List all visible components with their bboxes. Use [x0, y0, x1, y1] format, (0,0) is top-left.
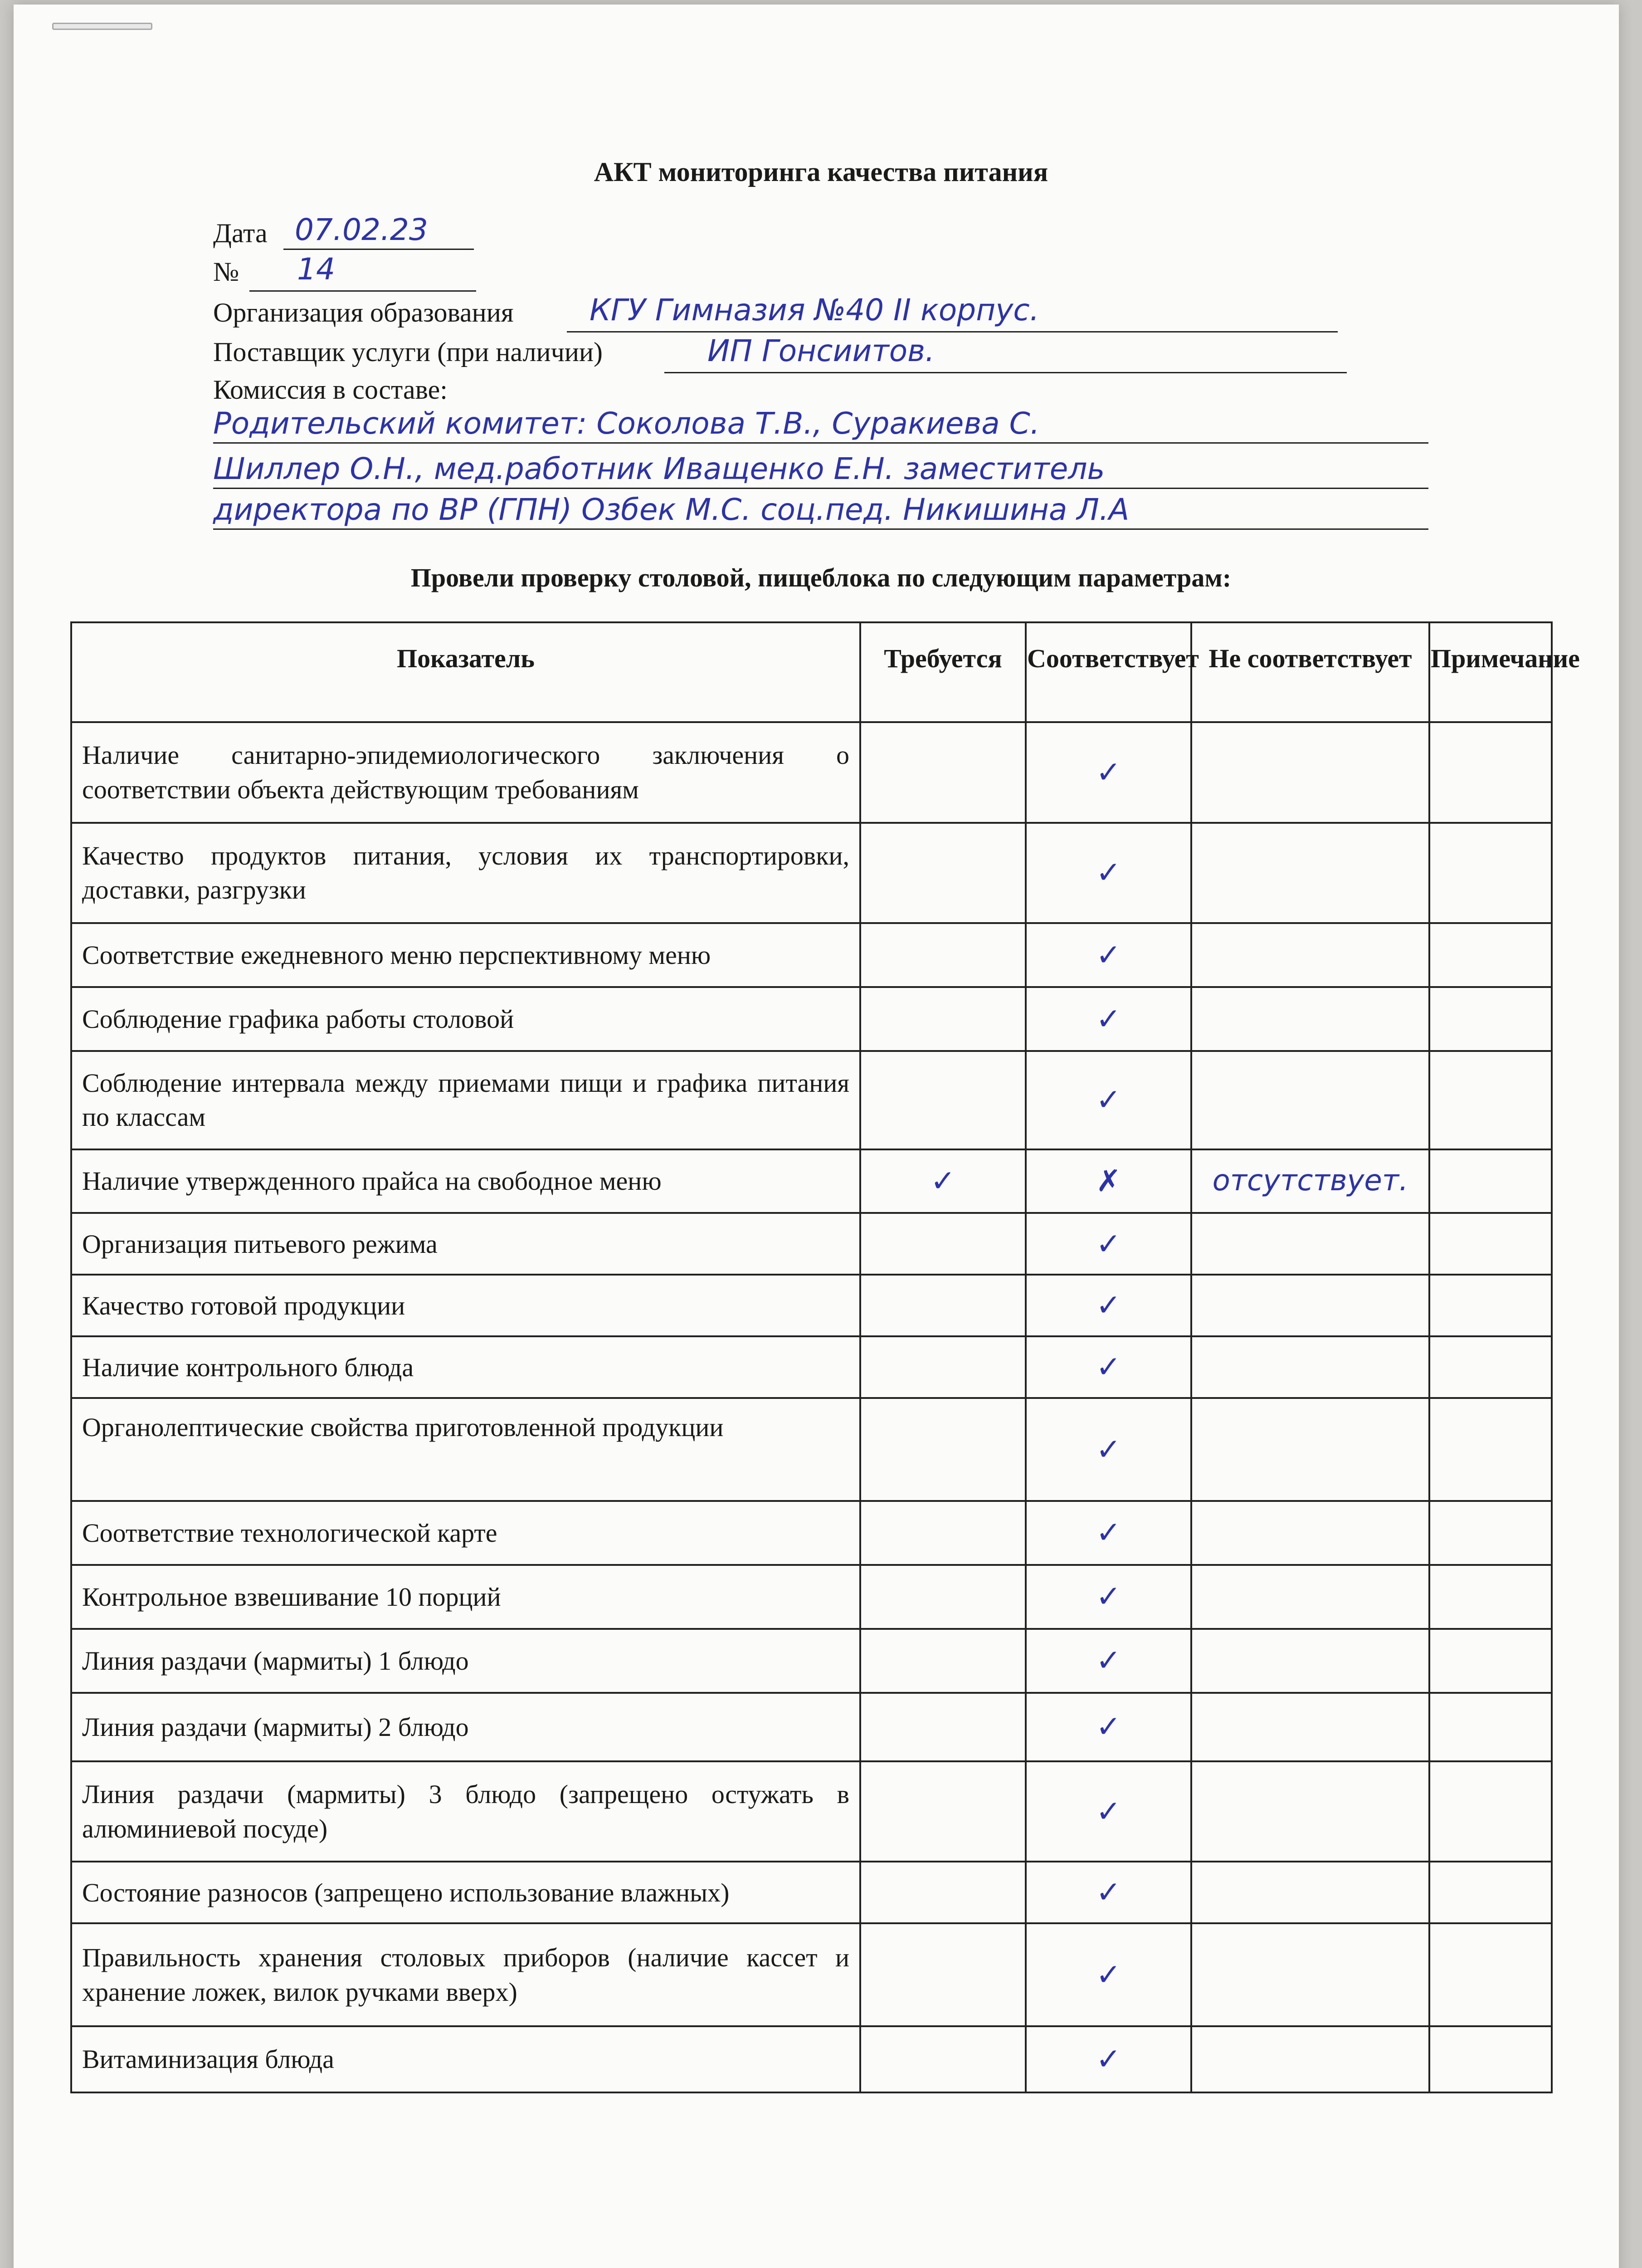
matches-cell: ✓ — [1026, 823, 1191, 924]
commission-line-2: Шиллер О.Н., мед.работник Иващенко Е.Н. заместитель — [213, 451, 1105, 486]
not-matches-cell — [1191, 1693, 1429, 1761]
required-cell — [860, 1501, 1026, 1565]
indicator-cell: Качество готовой продукции — [71, 1275, 860, 1336]
not-matches-cell — [1191, 1501, 1429, 1565]
header-indicator: Показатель — [71, 622, 860, 722]
inspection-table — [70, 621, 1580, 2093]
note-cell — [1429, 1761, 1552, 1862]
header-matches: Соответствует — [1026, 622, 1191, 722]
required-cell — [860, 2026, 1026, 2092]
indicator-cell: Наличие контрольного блюда — [71, 1336, 860, 1398]
table-row — [71, 1693, 1552, 1761]
org-value: КГУ Гимназия №40 II корпус. — [590, 293, 1039, 327]
not-matches-cell — [1191, 1398, 1429, 1501]
note-cell — [1429, 1565, 1552, 1629]
commission-line-1: Родительский комитет: Соколова Т.В., Суракиева С. — [213, 406, 1040, 441]
matches-cell: ✓ — [1026, 722, 1191, 823]
note-cell — [1429, 1629, 1552, 1693]
indicator-cell: Наличие санитарно-эпидемиологического заключения о соответствии объекта действующим требованиям — [71, 722, 860, 823]
required-cell — [860, 1213, 1026, 1275]
required-cell — [860, 1862, 1026, 1923]
matches-cell: ✓ — [1026, 1629, 1191, 1693]
required-cell — [860, 1693, 1026, 1761]
note-cell — [1429, 823, 1552, 924]
not-matches-cell — [1191, 1565, 1429, 1629]
required-cell — [860, 1565, 1026, 1629]
number-underline — [249, 290, 476, 292]
not-matches-cell — [1191, 1213, 1429, 1275]
required-cell — [860, 1398, 1026, 1501]
number-label: № — [213, 257, 239, 287]
commission-underline-1 — [213, 442, 1428, 444]
date-underline — [283, 249, 474, 250]
note-cell — [1429, 722, 1552, 823]
table-row — [71, 1336, 1552, 1398]
table-row — [71, 1051, 1552, 1149]
not-matches-cell — [1191, 1862, 1429, 1923]
commission-line-3: директора по ВР (ГПН) Озбек М.С. соц.пед. Никишина Л.А — [213, 492, 1130, 527]
required-cell — [860, 823, 1026, 924]
table-row — [71, 722, 1552, 823]
commission-underline-3 — [213, 528, 1428, 530]
note-cell — [1429, 1923, 1552, 2026]
indicator-cell: Организация питьевого режима — [71, 1213, 860, 1275]
note-cell — [1429, 987, 1552, 1051]
org-label: Организация образования — [213, 298, 514, 327]
table-row — [71, 1213, 1552, 1275]
matches-cell: ✓ — [1026, 1565, 1191, 1629]
note-cell — [1429, 1501, 1552, 1565]
required-cell — [860, 1761, 1026, 1862]
not-matches-cell — [1191, 722, 1429, 823]
required-cell: ✓ — [860, 1149, 1026, 1213]
required-cell — [860, 1275, 1026, 1336]
required-cell — [860, 923, 1026, 987]
note-cell — [1429, 1051, 1552, 1149]
not-matches-cell — [1191, 1051, 1429, 1149]
document-title: АКТ мониторинга качества питания — [594, 157, 1048, 187]
table-row — [71, 1761, 1552, 1862]
required-cell — [860, 722, 1026, 823]
table-row — [71, 823, 1552, 924]
table-row — [71, 1275, 1552, 1336]
indicator-cell: Контрольное взвешивание 10 порций — [71, 1565, 860, 1629]
matches-cell: ✓ — [1026, 1862, 1191, 1923]
table-row — [71, 923, 1552, 987]
supplier-label: Поставщик услуги (при наличии) — [213, 337, 603, 367]
required-cell — [860, 1051, 1026, 1149]
table-header-row — [71, 622, 1552, 722]
table-row — [71, 1862, 1552, 1923]
matches-cell: ✓ — [1026, 1761, 1191, 1862]
matches-cell: ✓ — [1026, 1336, 1191, 1398]
indicator-cell: Состояние разносов (запрещено использование влажных) — [71, 1862, 860, 1923]
not-matches-cell — [1191, 823, 1429, 924]
indicator-cell: Соблюдение интервала между приемами пищи и графика питания по классам — [71, 1051, 860, 1149]
not-matches-cell: отсутствует. — [1191, 1149, 1429, 1213]
commission-label: Комиссия в составе: — [213, 375, 448, 405]
note-cell — [1429, 923, 1552, 987]
required-cell — [860, 1923, 1026, 2026]
not-matches-cell — [1191, 923, 1429, 987]
not-matches-cell — [1191, 1629, 1429, 1693]
indicator-cell: Витаминизация блюда — [71, 2026, 860, 2092]
matches-cell: ✓ — [1026, 1213, 1191, 1275]
indicator-cell: Правильность хранения столовых приборов (наличие кассет и хранение ложек, вилок ручками вверх) — [71, 1923, 860, 2026]
note-cell — [1429, 1336, 1552, 1398]
matches-cell: ✓ — [1026, 1693, 1191, 1761]
table-row — [71, 1501, 1552, 1565]
note-cell — [1429, 2026, 1552, 2092]
note-cell — [1429, 1213, 1552, 1275]
matches-cell: ✓ — [1026, 1275, 1191, 1336]
indicator-cell: Наличие утвержденного прайса на свободное меню — [71, 1149, 860, 1213]
matches-cell: ✓ — [1026, 1501, 1191, 1565]
commission-underline-2 — [213, 488, 1428, 489]
table-row — [71, 1149, 1552, 1213]
supplier-value: ИП Гонсиитов. — [707, 333, 935, 368]
not-matches-cell — [1191, 1275, 1429, 1336]
table-row — [71, 1629, 1552, 1693]
indicator-cell: Соответствие ежедневного меню перспективному меню — [71, 923, 860, 987]
required-cell — [860, 1336, 1026, 1398]
indicator-cell: Соответствие технологической карте — [71, 1501, 860, 1565]
matches-cell: ✓ — [1026, 1051, 1191, 1149]
matches-cell: ✗ — [1026, 1149, 1191, 1213]
matches-cell: ✓ — [1026, 987, 1191, 1051]
org-underline — [567, 331, 1338, 332]
number-value: 14 — [297, 252, 335, 287]
note-cell — [1429, 1398, 1552, 1501]
header-note: Примечание — [1429, 622, 1552, 722]
supplier-underline — [664, 372, 1347, 373]
header-not-matches: Не соответствует — [1191, 622, 1429, 722]
header-required: Требуется — [860, 622, 1026, 722]
indicator-cell: Линия раздачи (мармиты) 2 блюдо — [71, 1693, 860, 1761]
note-cell — [1429, 1275, 1552, 1336]
not-matches-cell — [1191, 1336, 1429, 1398]
table-row — [71, 1565, 1552, 1629]
matches-cell: ✓ — [1026, 2026, 1191, 2092]
indicator-cell: Качество продуктов питания, условия их транспортировки, доставки, разгрузки — [71, 823, 860, 924]
not-matches-cell — [1191, 1761, 1429, 1862]
note-cell — [1429, 1693, 1552, 1761]
matches-cell: ✓ — [1026, 1398, 1191, 1501]
not-matches-cell — [1191, 987, 1429, 1051]
date-label: Дата — [213, 218, 268, 248]
staple-mark — [52, 23, 152, 30]
table-row — [71, 1398, 1552, 1501]
required-cell — [860, 987, 1026, 1051]
matches-cell: ✓ — [1026, 923, 1191, 987]
not-matches-cell — [1191, 2026, 1429, 2092]
matches-cell: ✓ — [1026, 1923, 1191, 2026]
not-matches-cell — [1191, 1923, 1429, 2026]
note-cell — [1429, 1862, 1552, 1923]
note-cell — [1429, 1149, 1552, 1213]
indicator-cell: Соблюдение графика работы столовой — [71, 987, 860, 1051]
indicator-cell: Линия раздачи (мармиты) 3 блюдо (запрещено остужать в алюминиевой посуде) — [71, 1761, 860, 1862]
date-value: 07.02.23 — [295, 212, 428, 247]
indicator-cell: Линия раздачи (мармиты) 1 блюдо — [71, 1629, 860, 1693]
indicator-cell: Органолептические свойства приготовленной продукции — [71, 1398, 860, 1501]
section-subtitle: Провели проверку столовой, пищеблока по следующим параметрам: — [410, 563, 1232, 592]
table-row — [71, 987, 1552, 1051]
required-cell — [860, 1629, 1026, 1693]
table-row — [71, 1923, 1552, 2026]
table-row — [71, 2026, 1552, 2092]
